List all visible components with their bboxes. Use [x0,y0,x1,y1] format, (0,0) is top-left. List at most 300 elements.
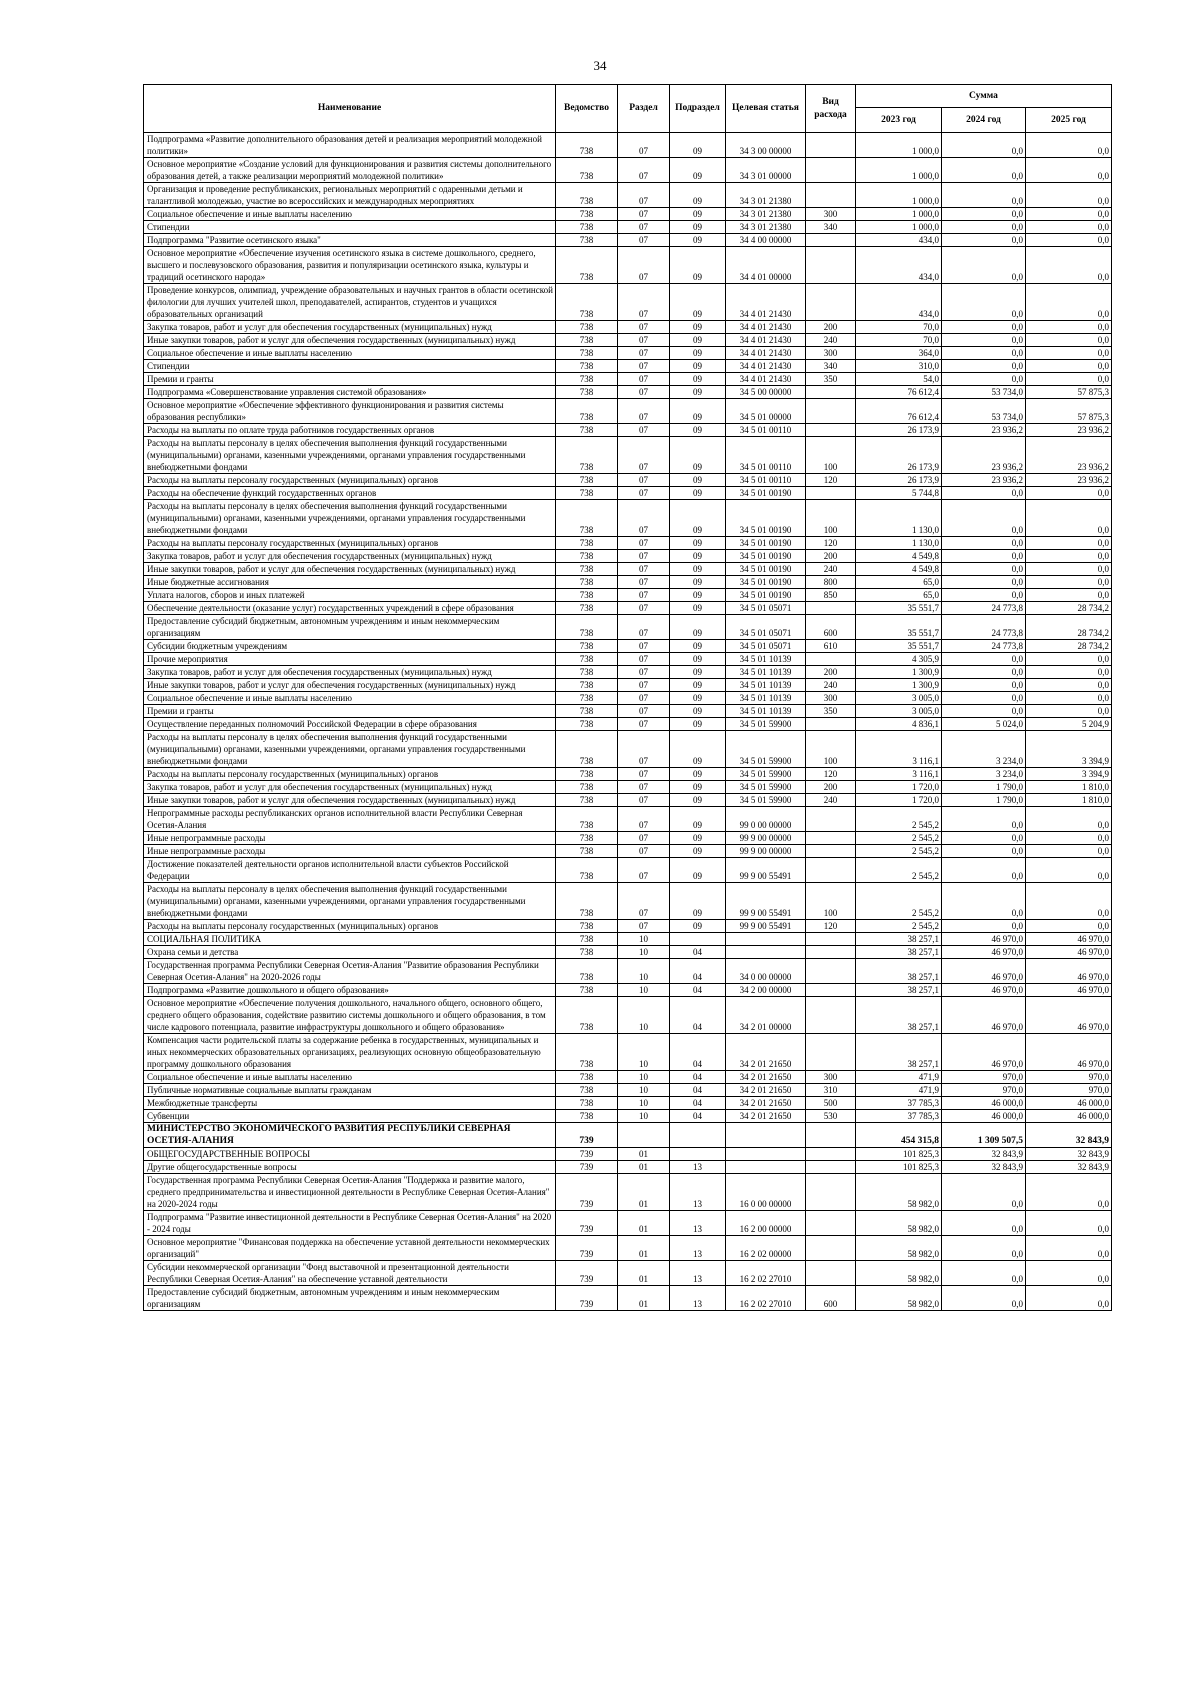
row-sum-2023: 26 173,9 [856,424,942,437]
row-vid-raskhoda: 850 [806,589,856,602]
row-sum-2023: 2 545,2 [856,858,942,883]
table-row [144,500,1112,537]
row-sum-2023: 101 825,3 [856,1148,942,1161]
row-sum-2024: 0,0 [942,832,1026,845]
row-podrazdel: 13 [670,1236,726,1261]
row-sum-2024: 32 843,9 [942,1148,1026,1161]
table-row [144,858,1112,883]
row-podrazdel [670,1148,726,1161]
row-vid-raskhoda: 100 [806,500,856,537]
row-name: Основное мероприятие «Обеспечение эффективного функционирования и развития системы образования республики» [144,399,556,424]
row-sum-2025: 46 970,0 [1026,997,1112,1034]
row-sum-2023: 76 612,4 [856,399,942,424]
row-razdel: 01 [618,1161,670,1174]
row-sum-2023: 58 982,0 [856,1261,942,1286]
row-razdel: 07 [618,234,670,247]
row-razdel: 07 [618,133,670,158]
row-sum-2024: 0,0 [942,347,1026,360]
row-sum-2024: 0,0 [942,550,1026,563]
row-vedomstvo: 738 [556,718,618,731]
row-vedomstvo: 738 [556,666,618,679]
row-sum-2023: 471,9 [856,1084,942,1097]
table-row [144,437,1112,474]
row-vedomstvo: 739 [556,1236,618,1261]
table-row [144,1097,1112,1110]
row-sum-2023: 1 000,0 [856,158,942,183]
row-name: МИНИСТЕРСТВО ЭКОНОМИЧЕСКОГО РАЗВИТИЯ РЕСПУБЛИКИ СЕВЕРНАЯ ОСЕТИЯ-АЛАНИЯ [144,1123,556,1148]
row-sum-2024: 46 000,0 [942,1097,1026,1110]
row-name: Расходы на выплаты персоналу в целях обеспечения выполнения функций государственными (муниципальными) органами, казенными учреждениями, органами управления государственными внебюджетными фондами [144,500,556,537]
table-row [144,208,1112,221]
table-row [144,1211,1112,1236]
row-sum-2023: 3 116,1 [856,768,942,781]
row-vedomstvo: 738 [556,537,618,550]
row-podrazdel: 04 [670,946,726,959]
header-year-2024: 2024 год [942,108,1026,133]
row-vid-raskhoda [806,1236,856,1261]
row-sum-2025: 23 936,2 [1026,437,1112,474]
row-celevaya-statya: 99 0 00 00000 [726,807,806,832]
row-sum-2025: 970,0 [1026,1071,1112,1084]
row-celevaya-statya: 99 9 00 55491 [726,883,806,920]
row-vid-raskhoda [806,247,856,284]
row-vid-raskhoda [806,133,856,158]
table-row [144,1071,1112,1084]
row-vedomstvo: 738 [556,158,618,183]
row-sum-2024: 0,0 [942,679,1026,692]
row-vedomstvo: 738 [556,679,618,692]
row-podrazdel: 09 [670,692,726,705]
row-sum-2024: 0,0 [942,1211,1026,1236]
row-celevaya-statya: 34 5 01 10139 [726,653,806,666]
row-sum-2025: 23 936,2 [1026,424,1112,437]
table-row [144,1286,1112,1311]
row-sum-2024: 32 843,9 [942,1161,1026,1174]
row-sum-2025: 0,0 [1026,158,1112,183]
row-sum-2025: 0,0 [1026,589,1112,602]
row-sum-2025: 46 970,0 [1026,933,1112,946]
row-sum-2024: 46 970,0 [942,984,1026,997]
row-name: Основное мероприятие "Финансовая поддержка на обеспечение уставной деятельности некоммерческих организаций" [144,1236,556,1261]
row-celevaya-statya: 34 0 00 00000 [726,959,806,984]
row-vedomstvo: 738 [556,500,618,537]
row-sum-2025: 0,0 [1026,133,1112,158]
row-razdel: 10 [618,984,670,997]
row-celevaya-statya: 34 4 00 00000 [726,234,806,247]
table-row [144,1174,1112,1211]
row-razdel: 01 [618,1261,670,1286]
row-sum-2023: 4 836,1 [856,718,942,731]
header-vid-raskhoda: Вид расхода [806,85,856,133]
row-razdel: 10 [618,997,670,1034]
row-name: Премии и гранты [144,705,556,718]
row-celevaya-statya [726,1161,806,1174]
row-vedomstvo: 738 [556,284,618,321]
row-vid-raskhoda [806,832,856,845]
row-sum-2024: 0,0 [942,666,1026,679]
row-celevaya-statya: 34 5 01 59900 [726,781,806,794]
table-row [144,334,1112,347]
row-vid-raskhoda [806,1123,856,1148]
row-name: Предоставление субсидий бюджетным, автономным учреждениям и иным некоммерческим организациям [144,615,556,640]
row-razdel: 01 [618,1286,670,1311]
row-sum-2023: 37 785,3 [856,1110,942,1123]
row-celevaya-statya: 34 5 01 00000 [726,399,806,424]
row-sum-2025: 0,0 [1026,321,1112,334]
row-sum-2024: 0,0 [942,920,1026,933]
table-row [144,705,1112,718]
row-sum-2023: 1 000,0 [856,133,942,158]
row-podrazdel: 09 [670,653,726,666]
row-name: Государственная программа Республики Северная Осетия-Алания "Развитие образования Республики Северная Осетия-Алания" на 2020-2026 годы [144,959,556,984]
row-sum-2023: 65,0 [856,576,942,589]
row-name: Расходы на выплаты персоналу государственных (муниципальных) органов [144,537,556,550]
table-row [144,768,1112,781]
row-sum-2023: 3 116,1 [856,731,942,768]
row-celevaya-statya: 16 0 00 00000 [726,1174,806,1211]
row-vedomstvo: 738 [556,640,618,653]
row-vedomstvo: 738 [556,858,618,883]
row-sum-2024: 0,0 [942,373,1026,386]
row-razdel: 07 [618,640,670,653]
row-vid-raskhoda [806,1174,856,1211]
table-row [144,845,1112,858]
row-podrazdel: 09 [670,247,726,284]
row-razdel: 07 [618,845,670,858]
row-razdel: 07 [618,474,670,487]
row-sum-2023: 2 545,2 [856,845,942,858]
row-celevaya-statya: 34 5 01 59900 [726,731,806,768]
row-razdel: 07 [618,692,670,705]
row-vid-raskhoda [806,1161,856,1174]
row-vid-raskhoda [806,1261,856,1286]
row-sum-2025: 3 394,9 [1026,731,1112,768]
row-name: Иные закупки товаров, работ и услуг для обеспечения государственных (муниципальных) нужд [144,679,556,692]
row-razdel: 07 [618,807,670,832]
row-vid-raskhoda: 120 [806,537,856,550]
row-vid-raskhoda [806,858,856,883]
row-celevaya-statya: 34 3 00 00000 [726,133,806,158]
row-sum-2023: 4 549,8 [856,563,942,576]
row-name: Подпрограмма «Развитие дополнительного образования детей и реализация мероприятий молодежной политики» [144,133,556,158]
row-name: Прочие мероприятия [144,653,556,666]
row-razdel: 07 [618,334,670,347]
row-sum-2025: 0,0 [1026,208,1112,221]
row-name: Закупка товаров, работ и услуг для обеспечения государственных (муниципальных) нужд [144,781,556,794]
row-podrazdel: 09 [670,386,726,399]
row-vid-raskhoda [806,653,856,666]
row-celevaya-statya: 34 4 01 21430 [726,347,806,360]
row-sum-2024: 0,0 [942,858,1026,883]
table-row [144,576,1112,589]
row-sum-2024: 0,0 [942,183,1026,208]
row-celevaya-statya: 34 5 01 00190 [726,563,806,576]
row-sum-2023: 70,0 [856,321,942,334]
row-vid-raskhoda [806,399,856,424]
row-sum-2025: 5 204,9 [1026,718,1112,731]
row-razdel: 07 [618,208,670,221]
row-sum-2023: 3 005,0 [856,692,942,705]
row-vid-raskhoda: 310 [806,1084,856,1097]
row-razdel: 07 [618,858,670,883]
row-name: Основное мероприятие «Создание условий для функционирования и развития системы дополнительного образования детей, а также реализации мероприятий молодежной политики» [144,158,556,183]
row-name: Расходы на выплаты персоналу государственных (муниципальных) органов [144,768,556,781]
row-podrazdel: 09 [670,666,726,679]
row-sum-2024: 3 234,0 [942,731,1026,768]
row-sum-2024: 0,0 [942,807,1026,832]
row-podrazdel: 13 [670,1161,726,1174]
row-podrazdel: 09 [670,424,726,437]
row-vedomstvo: 738 [556,347,618,360]
row-vedomstvo: 738 [556,768,618,781]
row-sum-2025: 46 000,0 [1026,1110,1112,1123]
row-sum-2023: 35 551,7 [856,602,942,615]
row-name: Премии и гранты [144,373,556,386]
row-razdel: 07 [618,768,670,781]
row-razdel: 07 [618,386,670,399]
row-razdel: 07 [618,373,670,386]
row-razdel: 07 [618,550,670,563]
table-row [144,1110,1112,1123]
row-celevaya-statya [726,1123,806,1148]
row-sum-2024: 46 000,0 [942,1110,1026,1123]
row-vid-raskhoda [806,718,856,731]
row-sum-2025: 57 875,3 [1026,399,1112,424]
row-sum-2025: 0,0 [1026,1174,1112,1211]
row-razdel: 10 [618,1084,670,1097]
row-sum-2025: 1 810,0 [1026,781,1112,794]
table-row [144,474,1112,487]
row-vid-raskhoda [806,807,856,832]
row-vid-raskhoda [806,602,856,615]
row-name: Основное мероприятие «Обеспечение изучения осетинского языка в системе дошкольного, среднего, высшего и послевузовского образования, развития и популяризации осетинского языка, культуры и традиций осетинского народа» [144,247,556,284]
row-name: Иные бюджетные ассигнования [144,576,556,589]
row-sum-2023: 65,0 [856,589,942,602]
row-vedomstvo: 738 [556,845,618,858]
row-sum-2024: 0,0 [942,133,1026,158]
table-row [144,602,1112,615]
row-sum-2023: 1 720,0 [856,794,942,807]
row-sum-2024: 0,0 [942,883,1026,920]
table-row [144,883,1112,920]
row-razdel: 10 [618,933,670,946]
row-podrazdel: 09 [670,615,726,640]
row-sum-2023: 38 257,1 [856,946,942,959]
row-sum-2025: 57 875,3 [1026,386,1112,399]
row-vedomstvo: 738 [556,221,618,234]
row-vedomstvo: 738 [556,731,618,768]
row-razdel: 07 [618,347,670,360]
row-vedomstvo: 738 [556,360,618,373]
row-podrazdel [670,933,726,946]
row-vedomstvo: 738 [556,399,618,424]
table-row [144,1148,1112,1161]
row-vid-raskhoda: 200 [806,550,856,563]
row-celevaya-statya: 34 2 01 21650 [726,1071,806,1084]
row-vedomstvo: 738 [556,997,618,1034]
row-vedomstvo: 738 [556,424,618,437]
row-sum-2025: 32 843,9 [1026,1161,1112,1174]
row-sum-2023: 1 130,0 [856,500,942,537]
row-sum-2024: 0,0 [942,487,1026,500]
row-podrazdel: 09 [670,500,726,537]
row-sum-2023: 58 982,0 [856,1286,942,1311]
row-podrazdel: 09 [670,602,726,615]
table-row [144,933,1112,946]
row-razdel: 07 [618,679,670,692]
table-row [144,718,1112,731]
row-vid-raskhoda: 120 [806,474,856,487]
row-name: Подпрограмма «Совершенствование управления системой образования» [144,386,556,399]
row-celevaya-statya: 34 5 01 05071 [726,615,806,640]
row-podrazdel: 04 [670,1071,726,1084]
row-celevaya-statya: 99 9 00 55491 [726,858,806,883]
row-sum-2023: 26 173,9 [856,474,942,487]
row-razdel: 07 [618,183,670,208]
row-name: Субсидии бюджетным учреждениям [144,640,556,653]
row-vid-raskhoda [806,959,856,984]
row-vid-raskhoda: 300 [806,1071,856,1084]
row-razdel: 10 [618,1071,670,1084]
row-sum-2025: 0,0 [1026,920,1112,933]
row-celevaya-statya: 34 5 00 00000 [726,386,806,399]
row-sum-2023: 1 720,0 [856,781,942,794]
row-sum-2025: 1 810,0 [1026,794,1112,807]
row-sum-2024: 0,0 [942,360,1026,373]
row-sum-2023: 1 000,0 [856,221,942,234]
row-sum-2024: 53 734,0 [942,386,1026,399]
row-vid-raskhoda [806,984,856,997]
row-sum-2023: 471,9 [856,1071,942,1084]
row-vid-raskhoda: 240 [806,563,856,576]
row-sum-2024: 24 773,8 [942,615,1026,640]
row-name: Другие общегосударственные вопросы [144,1161,556,1174]
row-sum-2024: 0,0 [942,247,1026,284]
row-sum-2025: 3 394,9 [1026,768,1112,781]
row-podrazdel: 09 [670,234,726,247]
row-sum-2025: 0,0 [1026,537,1112,550]
row-podrazdel: 09 [670,807,726,832]
row-sum-2025: 0,0 [1026,679,1112,692]
row-vedomstvo: 739 [556,1286,618,1311]
row-name: Подпрограмма «Развитие дошкольного и общего образования» [144,984,556,997]
table-row [144,692,1112,705]
table-row [144,589,1112,602]
row-sum-2025: 46 000,0 [1026,1097,1112,1110]
row-sum-2023: 2 545,2 [856,883,942,920]
table-row [144,550,1112,563]
row-sum-2023: 38 257,1 [856,997,942,1034]
row-razdel: 07 [618,653,670,666]
row-sum-2025: 0,0 [1026,360,1112,373]
row-name: Расходы на выплаты по оплате труда работников государственных органов [144,424,556,437]
row-name: Компенсация части родительской платы за содержание ребенка в государственных, муниципальных и иных некоммерческих образовательных организациях, реализующих основную общеобразовательную программу дошкольного образования [144,1034,556,1071]
row-razdel [618,1123,670,1148]
row-name: Социальное обеспечение и иные выплаты населению [144,1071,556,1084]
row-vedomstvo: 738 [556,959,618,984]
row-sum-2024: 0,0 [942,334,1026,347]
row-celevaya-statya: 34 3 01 21380 [726,221,806,234]
row-sum-2025: 28 734,2 [1026,640,1112,653]
row-vedomstvo: 738 [556,692,618,705]
row-sum-2024: 5 024,0 [942,718,1026,731]
row-name: Расходы на выплаты персоналу в целях обеспечения выполнения функций государственными (муниципальными) органами, казенными учреждениями, органами управления государственными внебюджетными фондами [144,883,556,920]
row-razdel: 07 [618,321,670,334]
row-vid-raskhoda: 240 [806,334,856,347]
row-vedomstvo: 738 [556,1071,618,1084]
row-razdel: 01 [618,1211,670,1236]
row-podrazdel: 09 [670,705,726,718]
row-razdel: 07 [618,602,670,615]
row-name: Подпрограмма "Развитие инвестиционной деятельности в Республике Северная Осетия-Алания" на 2020 - 2024 годы [144,1211,556,1236]
row-podrazdel: 09 [670,537,726,550]
row-sum-2025: 0,0 [1026,1236,1112,1261]
row-vid-raskhoda [806,1211,856,1236]
table-row [144,653,1112,666]
row-vid-raskhoda: 350 [806,705,856,718]
row-razdel: 07 [618,832,670,845]
row-vedomstvo: 738 [556,781,618,794]
row-vid-raskhoda [806,158,856,183]
row-sum-2025: 0,0 [1026,666,1112,679]
table-row [144,399,1112,424]
row-sum-2023: 1 300,9 [856,679,942,692]
row-celevaya-statya: 34 5 01 00110 [726,424,806,437]
row-sum-2023: 5 744,8 [856,487,942,500]
table-row [144,794,1112,807]
row-razdel: 01 [618,1174,670,1211]
row-sum-2023: 70,0 [856,334,942,347]
row-sum-2025: 46 970,0 [1026,1034,1112,1071]
row-vedomstvo: 738 [556,247,618,284]
row-name: Уплата налогов, сборов и иных платежей [144,589,556,602]
row-podrazdel: 09 [670,794,726,807]
row-podrazdel: 09 [670,576,726,589]
row-sum-2025: 46 970,0 [1026,959,1112,984]
row-name: Стипендии [144,221,556,234]
row-vid-raskhoda: 100 [806,883,856,920]
row-sum-2023: 4 305,9 [856,653,942,666]
row-sum-2025: 0,0 [1026,183,1112,208]
row-celevaya-statya: 34 5 01 59900 [726,794,806,807]
table-row [144,133,1112,158]
row-podrazdel: 09 [670,563,726,576]
row-podrazdel: 09 [670,284,726,321]
row-sum-2023: 76 612,4 [856,386,942,399]
row-vedomstvo: 738 [556,933,618,946]
row-razdel: 07 [618,883,670,920]
row-sum-2024: 0,0 [942,589,1026,602]
row-podrazdel: 04 [670,997,726,1034]
row-sum-2023: 37 785,3 [856,1097,942,1110]
row-sum-2024: 0,0 [942,221,1026,234]
row-vedomstvo: 738 [556,474,618,487]
row-razdel: 07 [618,666,670,679]
row-sum-2023: 101 825,3 [856,1161,942,1174]
row-vedomstvo: 738 [556,334,618,347]
row-vedomstvo: 738 [556,1097,618,1110]
row-razdel: 07 [618,158,670,183]
table-row [144,158,1112,183]
row-sum-2024: 53 734,0 [942,399,1026,424]
row-sum-2023: 364,0 [856,347,942,360]
row-name: Охрана семьи и детства [144,946,556,959]
row-name: ОБЩЕГОСУДАРСТВЕННЫЕ ВОПРОСЫ [144,1148,556,1161]
row-sum-2024: 1 309 507,5 [942,1123,1026,1148]
row-sum-2024: 0,0 [942,845,1026,858]
row-vedomstvo: 738 [556,1084,618,1097]
table-row [144,666,1112,679]
